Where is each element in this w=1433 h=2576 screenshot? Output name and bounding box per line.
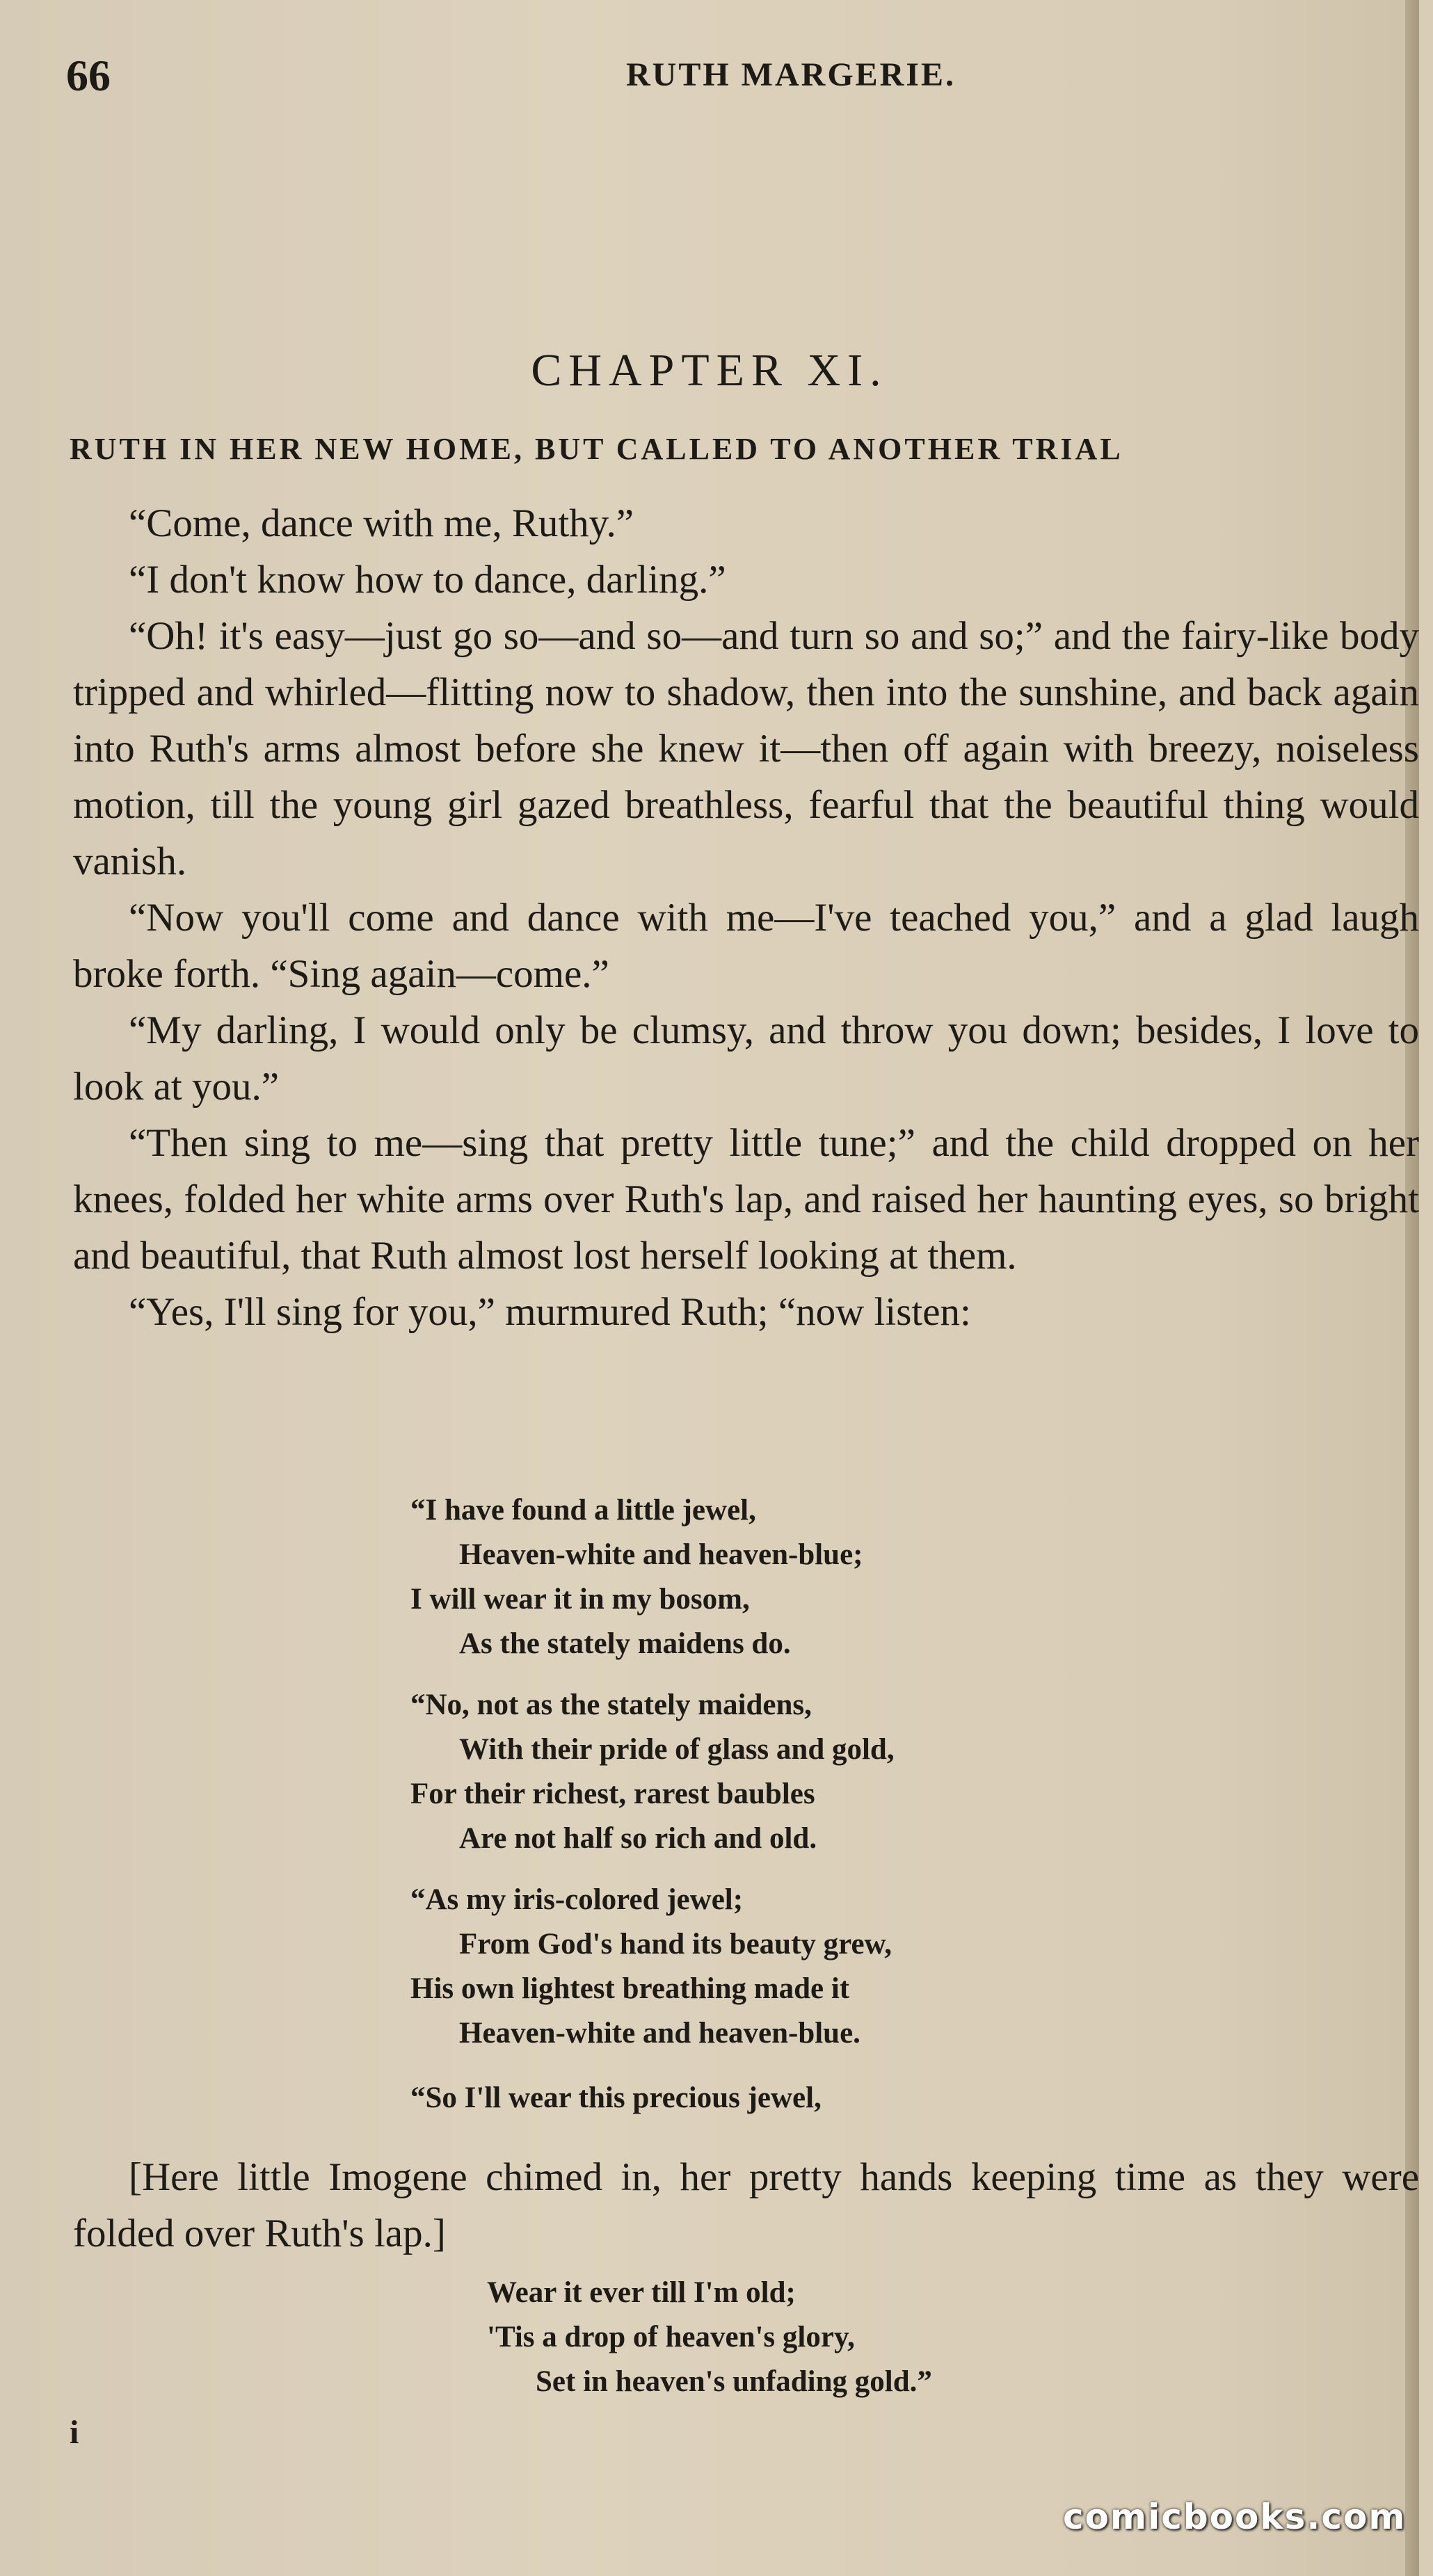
body-text — [73, 495, 1419, 1340]
poem-line: “I have found a little jewel, — [410, 1494, 756, 1527]
paragraph: “My darling, I would only be clumsy, and throw you down; besides, I love to look at you.” — [73, 1008, 1419, 1109]
paragraph: “Oh! it's easy—just go so—and so—and turn so and so;” and the fairy-like body tripped and whirled—flitting now to shadow, then into the sunshine, and back again into Ruth's arms almost before she knew it—then off again with breezy, noiseless motion, till the young girl gazed breathless, fearful that the beautiful thing would vanish. — [73, 614, 1419, 883]
poem-line: “As my iris-colored jewel; — [410, 1883, 744, 1916]
poem-stanza-5 — [487, 2271, 1322, 2404]
poem-line: “No, not as the stately maidens, — [410, 1689, 812, 1721]
poem-stanza-2 — [410, 1683, 1245, 1861]
paragraph: “I don't know how to dance, darling.” — [129, 558, 726, 602]
page-number: 66 — [66, 51, 111, 100]
watermark: comicbooks.com — [1063, 2497, 1407, 2537]
poem-line: Wear it ever till I'm old; — [487, 2276, 796, 2309]
poem-stanza-3 — [410, 1878, 1245, 2056]
poem-line: With their pride of glass and gold, — [459, 1733, 895, 1766]
poem-line: For their richest, rarest baubles — [410, 1778, 815, 1810]
paragraph: “Now you'll come and dance with me—I've teached you,” and a glad laugh broke forth. “Sing again—come.” — [73, 896, 1419, 996]
chapter-title: CHAPTER XI. — [531, 345, 888, 396]
page-header — [66, 43, 1374, 106]
footer-mark: i — [70, 2414, 79, 2451]
paragraph: “Yes, I'll sing for you,” murmured Ruth; “now listen: — [129, 1290, 971, 1334]
chapter-subtitle: RUTH IN HER NEW HOME, BUT CALLED TO ANOTHER TRIAL — [70, 432, 1123, 466]
poem-line: Heaven-white and heaven-blue; — [459, 1538, 863, 1571]
poem-line: Set in heaven's unfading gold.” — [536, 2365, 932, 2398]
poem-line: I will wear it in my bosom, — [410, 1583, 750, 1616]
poem-line: From God's hand its beauty grew, — [459, 1928, 892, 1961]
poem-line: Heaven-white and heaven-blue. — [459, 2017, 860, 2050]
poem-stanza-4 — [410, 2076, 1245, 2120]
paragraph: “Come, dance with me, Ruthy.” — [129, 501, 634, 545]
poem-stanza-1 — [410, 1488, 1245, 1666]
poem-line: As the stately maidens do. — [459, 1627, 791, 1660]
poem-line: 'Tis a drop of heaven's glory, — [487, 2321, 855, 2353]
paragraph: “Then sing to me—sing that pretty little tune;” and the child dropped on her knees, folded her white arms over Ruth's lap, and raised her haunting eyes, so bright and beautiful, that Ruth almost lost herself looking at them. — [73, 1121, 1419, 1278]
poem-line: His own lightest breathing made it — [410, 1972, 850, 2005]
poem-line: “So I'll wear this precious jewel, — [410, 2082, 822, 2114]
interjection: [Here little Imogene chimed in, her pretty hands keeping time as they were folded over Ruth's lap.] — [73, 2155, 1419, 2255]
poem-line: Are not half so rich and old. — [459, 1822, 817, 1855]
running-head: RUTH MARGERIE. — [626, 56, 956, 93]
